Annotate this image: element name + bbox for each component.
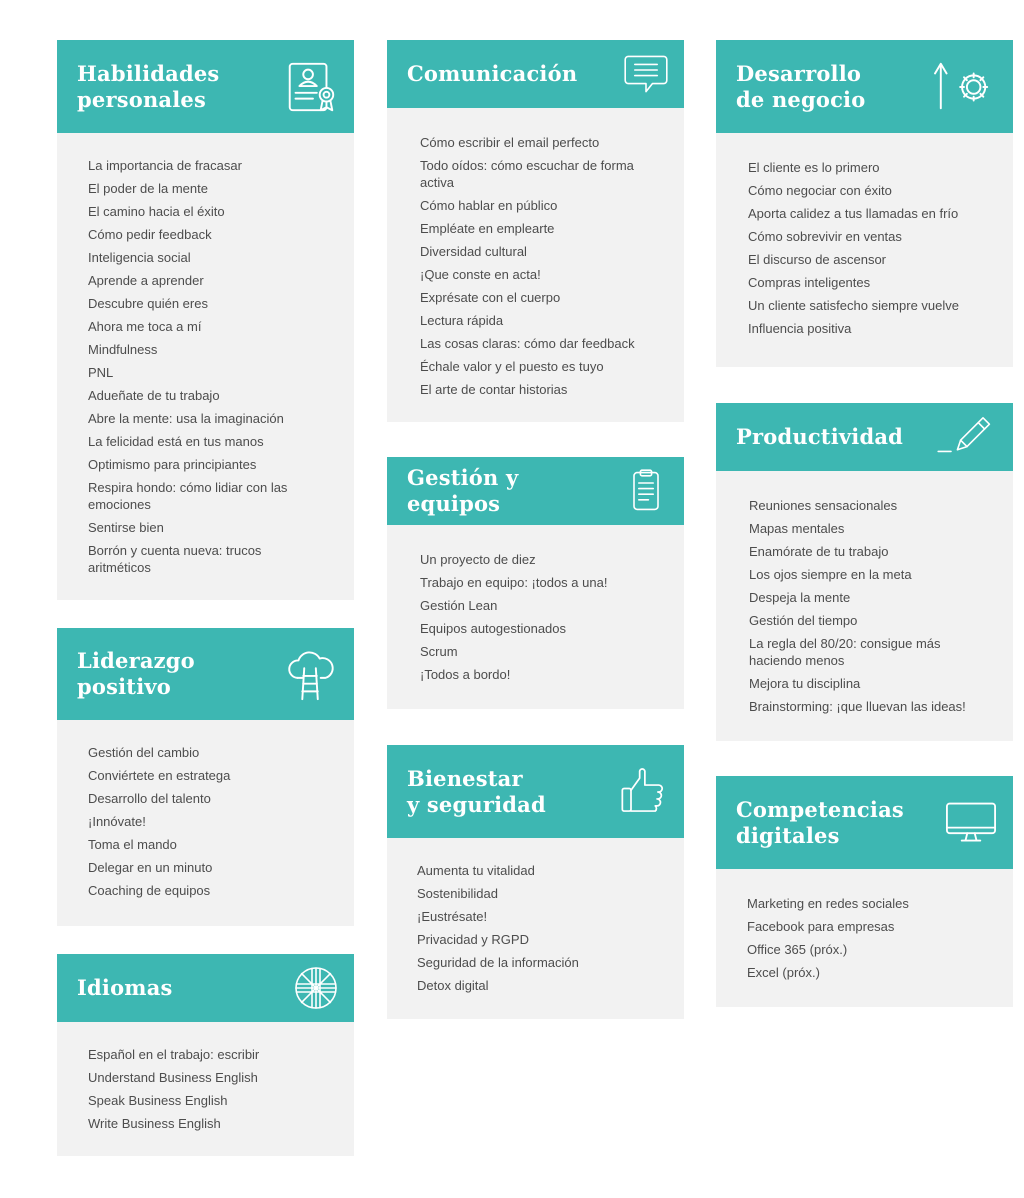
list-item: Respira hondo: cómo lidiar con las emociones [88, 480, 288, 512]
card-header [57, 628, 354, 720]
list-item: Equipos autogestionados [420, 621, 567, 636]
list-item: Trabajo en equipo: ¡todos a una! [420, 575, 608, 590]
card-gestion-y-equipos [387, 457, 684, 709]
list-item: Aumenta tu vitalidad [417, 863, 535, 878]
card-header [716, 776, 1013, 869]
list-item: Ahora me toca a mí [88, 319, 202, 334]
card-competencias-digitales [716, 776, 1013, 1007]
list-item: Toma el mando [88, 837, 177, 852]
monitor-icon [943, 798, 999, 848]
list-item: Échale valor y el puesto es tuyo [420, 359, 604, 374]
card-title: Gestión y equipos [407, 465, 519, 516]
card-productividad [716, 403, 1013, 741]
list-item: Cómo pedir feedback [88, 227, 212, 242]
topic-list [716, 133, 1013, 337]
list-item: Sentirse bien [88, 520, 164, 535]
list-item: Influencia positiva [748, 321, 852, 336]
list-item: Gestión Lean [420, 598, 498, 613]
list-item: Cómo hablar en público [420, 198, 558, 213]
list-item: Sostenibilidad [417, 886, 498, 901]
arrow-gear-icon [933, 58, 995, 116]
card-title: Desarrollo de negocio [736, 60, 866, 112]
list-item: Un cliente satisfecho siempre vuelve [748, 298, 959, 313]
list-item: Marketing en redes sociales [747, 896, 909, 911]
card-bienestar-y-seguridad [387, 745, 684, 1019]
list-item: Delegar en un minuto [88, 860, 213, 875]
topic-list [57, 720, 354, 899]
list-item: Gestión del tiempo [749, 613, 858, 628]
card-header [716, 403, 1013, 471]
list-item: Seguridad de la información [417, 955, 579, 970]
certificate-icon [282, 58, 340, 116]
list-item: La importancia de fracasar [88, 158, 242, 173]
list-item: Compras inteligentes [748, 275, 871, 290]
topic-list [716, 869, 1013, 981]
list-item: Office 365 (próx.) [747, 942, 848, 957]
list-item: El cliente es lo primero [748, 160, 880, 175]
list-item: Scrum [420, 644, 458, 659]
list-item: Excel (próx.) [747, 965, 820, 980]
list-item: ¡Eustrésate! [417, 909, 488, 924]
topic-list [387, 108, 684, 398]
list-item: Borrón y cuenta nueva: trucos aritméticos [88, 543, 262, 575]
list-item: Privacidad y RGPD [417, 932, 529, 947]
card-title: Bienestar y seguridad [407, 765, 546, 817]
card-desarrollo-de-negocio [716, 40, 1013, 367]
card-header [57, 954, 354, 1022]
list-item: Aprende a aprender [88, 273, 204, 288]
list-item: Mejora tu disciplina [749, 676, 861, 691]
list-item: Empléate en emplearte [420, 221, 555, 236]
topic-list [387, 525, 684, 683]
card-title: Productividad [736, 424, 904, 449]
list-item: Gestión del cambio [88, 745, 200, 760]
list-item: Conviértete en estratega [88, 768, 231, 783]
list-item: Speak Business English [88, 1093, 228, 1108]
list-item: ¡Todos a bordo! [420, 667, 511, 682]
card-comunicacion [387, 40, 684, 422]
list-item: Facebook para empresas [747, 919, 895, 934]
pencil-icon [935, 413, 999, 461]
card-liderazgo-positivo [57, 628, 354, 926]
card-header [716, 40, 1013, 133]
list-item: ¡Que conste en acta! [420, 267, 541, 282]
card-header [387, 40, 684, 108]
card-title: Idiomas [77, 975, 173, 1000]
card-title: Competencias digitales [736, 796, 904, 848]
list-item: ¡Innóvate! [88, 814, 146, 829]
list-item: El arte de contar historias [420, 382, 568, 397]
list-item: Write Business English [88, 1116, 221, 1131]
card-habilidades-personales [57, 40, 354, 600]
list-item: Abre la mente: usa la imaginación [88, 411, 284, 426]
list-item: Un proyecto de diez [420, 552, 536, 567]
list-item: Despeja la mente [749, 590, 851, 605]
list-item: Lectura rápida [420, 313, 504, 328]
list-item: Adueñate de tu trabajo [88, 388, 220, 403]
list-item: Enamórate de tu trabajo [749, 544, 889, 559]
list-item: PNL [88, 365, 114, 380]
list-item: Todo oídos: cómo escuchar de forma activa [420, 158, 634, 190]
card-idiomas [57, 954, 354, 1156]
list-item: Brainstorming: ¡que lluevan las ideas! [749, 699, 966, 714]
list-item: Detox digital [417, 978, 489, 993]
list-item: Exprésate con el cuerpo [420, 290, 561, 305]
list-item: El camino hacia el éxito [88, 204, 225, 219]
list-item: Aporta calidez a tus llamadas en frío [748, 206, 959, 221]
list-item: Cómo sobrevivir en ventas [748, 229, 902, 244]
card-title: Habilidades personales [77, 60, 220, 112]
speech-bubble-icon [622, 50, 670, 98]
list-item: Optimismo para principiantes [88, 457, 257, 472]
list-item: Diversidad cultural [420, 244, 527, 259]
topic-list [57, 133, 354, 576]
list-item: Mindfulness [88, 342, 158, 357]
topic-list [387, 838, 684, 994]
list-item: El poder de la mente [88, 181, 208, 196]
list-item: Cómo negociar con éxito [748, 183, 892, 198]
list-item: Cómo escribir el email perfecto [420, 135, 600, 150]
list-item: Inteligencia social [88, 250, 191, 265]
topic-list [57, 1022, 354, 1132]
list-item: Reuniones sensacionales [749, 498, 898, 513]
list-item: Los ojos siempre en la meta [749, 567, 912, 582]
list-item: Descubre quién eres [88, 296, 208, 311]
card-header [387, 745, 684, 838]
list-item: Español en el trabajo: escribir [88, 1047, 260, 1062]
thumbs-up-icon [618, 766, 670, 818]
topic-list [716, 471, 1013, 715]
list-item: Mapas mentales [749, 521, 845, 536]
card-title: Liderazgo positivo [77, 648, 195, 699]
list-item: Coaching de equipos [88, 883, 211, 898]
list-item: Understand Business English [88, 1070, 258, 1085]
union-flag-icon [292, 964, 340, 1012]
list-item: Desarrollo del talento [88, 791, 211, 806]
list-item: El discurso de ascensor [748, 252, 887, 267]
list-item: La felicidad está en tus manos [88, 434, 264, 449]
list-item: La regla del 80/20: consigue más haciendo menos [749, 636, 941, 668]
card-header [57, 40, 354, 133]
card-title: Comunicación [407, 61, 578, 86]
card-header [387, 457, 684, 525]
cloud-ladder-icon [282, 645, 340, 703]
list-item: Las cosas claras: cómo dar feedback [420, 336, 635, 351]
clipboard-icon [622, 467, 670, 515]
